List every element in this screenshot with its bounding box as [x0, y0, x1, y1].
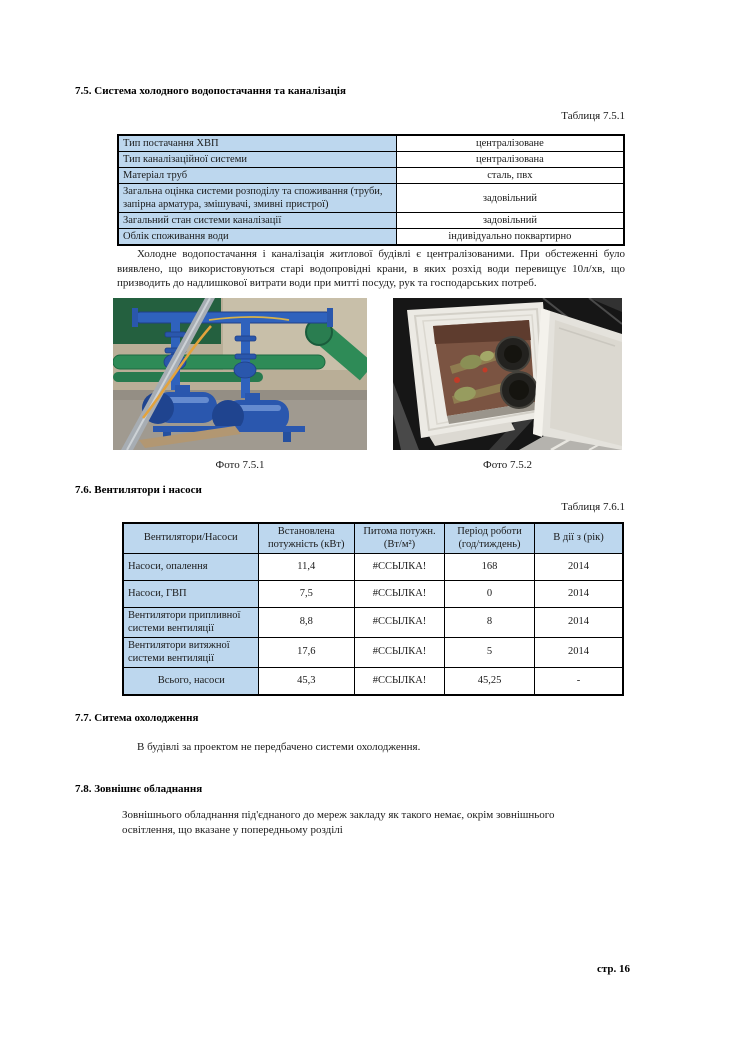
row-label: Насоси, опалення — [123, 554, 258, 581]
section-7-6-heading: 7.6. Вентилятори і насоси — [75, 484, 202, 496]
table-row — [118, 184, 624, 213]
section-7-7-heading: 7.7. Ситема охолодження — [75, 712, 199, 724]
section-7-7-paragraph: В будівлі за проектом не передбачено системи охолодження. — [137, 741, 421, 753]
cell-value: 8,8 — [258, 608, 355, 638]
pumps-photo-image — [113, 298, 367, 450]
section-7-8-paragraph: Зовнішнього обладнання під'єднаного до мереж закладу як такого немає, окрім зовнішнього освітлення, що вказане у попередньому розділі — [122, 809, 555, 836]
table-row — [118, 135, 624, 152]
row-label: Матеріал труб — [118, 168, 396, 184]
cell-value: 45,25 — [445, 668, 535, 695]
cell-value: 45,3 — [258, 668, 355, 695]
table-row — [118, 168, 624, 184]
cell-value: 8 — [445, 608, 535, 638]
cell-value: - — [535, 668, 624, 695]
table-row — [118, 229, 624, 246]
cell-value: #ССЫЛКА! — [355, 581, 445, 608]
cell-value: #ССЫЛКА! — [355, 638, 445, 668]
row-label: Насоси, ГВП — [123, 581, 258, 608]
row-label: Загальний стан системи каналізації — [118, 213, 396, 229]
cell-value: 2014 — [535, 554, 624, 581]
column-header: Питома потужн. (Вт/м²) — [355, 523, 445, 554]
table-row — [123, 554, 623, 581]
row-value: централізоване — [396, 135, 624, 152]
table-total-row — [123, 668, 623, 695]
table-7-5-1 — [117, 134, 625, 246]
column-header: В дії з (рік) — [535, 523, 624, 554]
table-header-row — [123, 523, 623, 554]
section-7-5-heading: 7.5. Система холодного водопостачання та каналізація — [75, 85, 346, 97]
photo-7-5-1 — [113, 298, 367, 450]
cell-value: 2014 — [535, 638, 624, 668]
column-header: Вентилятори/Насоси — [123, 523, 258, 554]
column-header: Встановлена потужність (кВт) — [258, 523, 355, 554]
water-meter-photo-image — [393, 298, 622, 450]
row-label: Всього, насоси — [123, 668, 258, 695]
row-value: задовільний — [396, 184, 624, 213]
row-label: Тип каналізаційної системи — [118, 152, 396, 168]
row-label: Тип постачання ХВП — [118, 135, 396, 152]
row-value: централізована — [396, 152, 624, 168]
row-label: Облік споживання води — [118, 229, 396, 246]
cell-value: 11,4 — [258, 554, 355, 581]
table-7-5-1-label: Таблиця 7.5.1 — [561, 110, 625, 122]
cell-value: #ССЫЛКА! — [355, 608, 445, 638]
cell-value: #ССЫЛКА! — [355, 668, 445, 695]
row-label: Загальна оцінка системи розподілу та споживання (труби, запірна арматура, змішувачі, змивні пристрої) — [118, 184, 396, 213]
cell-value: 168 — [445, 554, 535, 581]
table-row — [123, 638, 623, 668]
column-header: Період роботи (год/тиждень) — [445, 523, 535, 554]
table-row — [118, 152, 624, 168]
table-row — [118, 213, 624, 229]
cell-value: 7,5 — [258, 581, 355, 608]
cell-value: 0 — [445, 581, 535, 608]
cell-value: 2014 — [535, 608, 624, 638]
page-number: стр. 16 — [596, 963, 630, 975]
cell-value: #ССЫЛКА! — [355, 554, 445, 581]
section-7-8-heading: 7.8. Зовнішнє обладнання — [75, 783, 203, 795]
cell-value: 2014 — [535, 581, 624, 608]
table-7-6-1-label: Таблиця 7.6.1 — [561, 501, 625, 513]
row-value: індивідуально поквартирно — [396, 229, 624, 246]
cell-value: 5 — [445, 638, 535, 668]
photo-7-5-2 — [393, 298, 622, 450]
table-row — [123, 581, 623, 608]
photo-7-5-2-caption: Фото 7.5.2 — [483, 459, 532, 471]
table-row — [123, 608, 623, 638]
cell-value: 17,6 — [258, 638, 355, 668]
section-7-5-paragraph: Холодне водопостачання і каналізація житлової будівлі є централізованими. При обстеженні було виявлено, що використовуються старі водопровідні крани, в яких розхід води перевищує 10л/хв, що призводить до надлишкової витрати води при митті посуду, рук та господарських потреб. — [117, 248, 625, 290]
table-7-6-1 — [122, 522, 624, 696]
row-value: сталь, пвх — [396, 168, 624, 184]
row-label: Вентилятори припливної системи вентиляції — [123, 608, 258, 638]
row-value: задовільний — [396, 213, 624, 229]
photo-7-5-1-caption: Фото 7.5.1 — [215, 459, 265, 471]
row-label: Вентилятори витяжної системи вентиляції — [123, 638, 258, 668]
